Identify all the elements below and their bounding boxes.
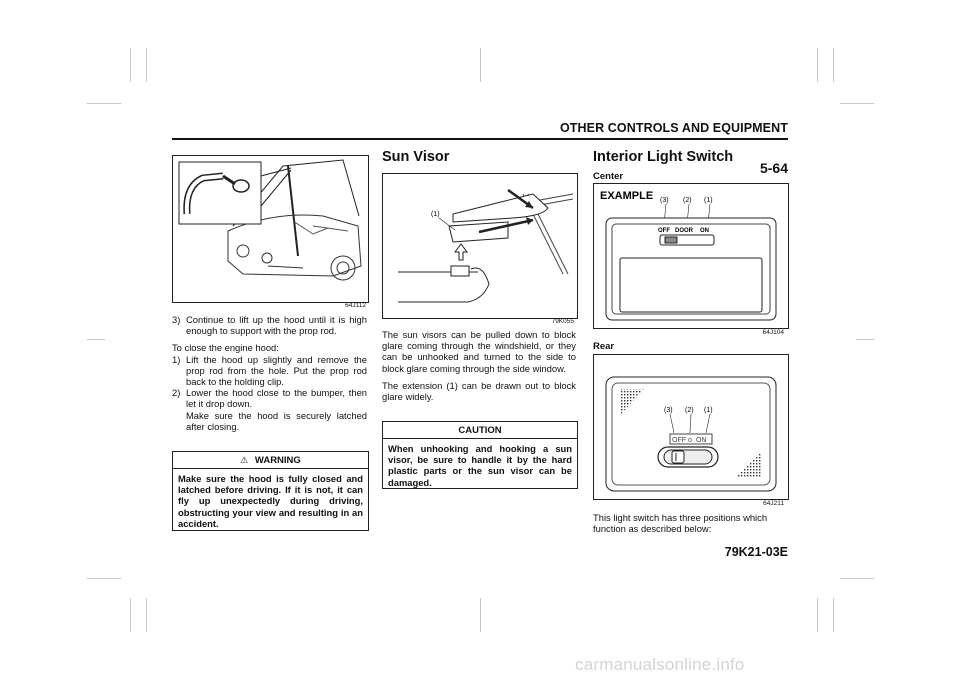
warning-title: WARNING bbox=[254, 455, 301, 466]
switch-label: ON bbox=[696, 437, 707, 444]
switch-label: o bbox=[688, 437, 692, 444]
subheading-center: Center bbox=[593, 171, 624, 182]
figure-code: 64J112 bbox=[345, 302, 366, 309]
position-label: (2) bbox=[683, 197, 692, 204]
watermark: carmanualsonline.info bbox=[575, 655, 745, 674]
paragraph: This light switch has three positions which function as described below: bbox=[593, 512, 768, 535]
section-title: Sun Visor bbox=[382, 149, 450, 165]
center-light-illustration bbox=[594, 184, 788, 328]
hood-illustration bbox=[173, 156, 368, 302]
rear-light-illustration bbox=[594, 355, 788, 499]
header-rule bbox=[172, 138, 788, 140]
crop-mark bbox=[840, 578, 874, 579]
sun-visor-text bbox=[382, 329, 576, 408]
position-label: (1) bbox=[704, 197, 713, 204]
document-code: 79K21-03E bbox=[724, 545, 788, 559]
switch-label: OFF bbox=[658, 228, 670, 234]
sun-visor-illustration bbox=[383, 174, 577, 318]
crop-mark bbox=[130, 598, 131, 632]
hood-text bbox=[172, 314, 367, 432]
position-label: (3) bbox=[664, 407, 673, 414]
crop-mark bbox=[130, 48, 131, 82]
position-label: (1) bbox=[704, 407, 713, 414]
figure-code: 64J211 bbox=[763, 500, 784, 507]
page-number: 5-64 bbox=[759, 160, 788, 176]
close-intro: To close the engine hood: bbox=[172, 342, 279, 354]
crop-mark bbox=[480, 48, 481, 82]
warning-text: Make sure the hood is fully closed and latched before driving. If it is not, it can fly up unexpectedly during driving, obstructing your view and resulting in an accident. bbox=[178, 473, 363, 529]
caution-title: CAUTION bbox=[383, 422, 577, 439]
crop-mark bbox=[833, 598, 834, 632]
figure-code: 79K055 bbox=[551, 318, 574, 325]
light-switch-text bbox=[593, 512, 787, 540]
step-number: 2) bbox=[172, 387, 181, 399]
step-text: Lift the hood up slightly and remove the prop rod from the hole. Put the prop rod back to the holding clip. bbox=[186, 353, 367, 388]
figure-label: (1) bbox=[431, 211, 440, 218]
sun-visor-figure bbox=[382, 173, 578, 319]
crop-mark bbox=[87, 339, 105, 340]
crop-mark bbox=[146, 48, 147, 82]
warning-box bbox=[172, 451, 369, 531]
position-label: (2) bbox=[685, 407, 694, 414]
hood-prop-rod-figure bbox=[172, 155, 369, 303]
crop-mark bbox=[87, 578, 121, 579]
crop-mark bbox=[87, 103, 121, 104]
crop-mark bbox=[817, 48, 818, 82]
step-text-note: Make sure the hood is securely latched after closing. bbox=[186, 409, 367, 432]
paragraph: The sun visors can be pulled down to block glare coming through the windshield, or they can be unhooked and turned to the side to block glare coming through the side window. bbox=[382, 329, 576, 374]
figure-code: 64J104 bbox=[762, 329, 784, 336]
caution-text: When unhooking and hooking a sun visor, be sure to handle it by the hard plastic parts or the sun visor can be damaged. bbox=[388, 443, 572, 488]
subheading-rear: Rear bbox=[593, 341, 615, 352]
example-label: EXAMPLE bbox=[600, 190, 654, 202]
crop-mark bbox=[840, 103, 874, 104]
crop-mark bbox=[833, 48, 834, 82]
crop-mark bbox=[480, 598, 481, 632]
step-text-main: Lower the hood close to the bumper, then let it drop down. bbox=[186, 387, 367, 410]
step-item bbox=[172, 314, 367, 336]
paragraph: The extension (1) can be drawn out to block glare widely. bbox=[382, 379, 576, 403]
crop-mark bbox=[817, 598, 818, 632]
warning-header bbox=[173, 452, 368, 469]
step-number: 1) bbox=[172, 353, 181, 365]
warning-icon: ⚠ bbox=[240, 455, 249, 465]
step-item bbox=[172, 354, 367, 388]
switch-label: OFF bbox=[672, 437, 686, 444]
center-light-figure bbox=[593, 183, 789, 329]
position-label: (3) bbox=[660, 197, 669, 204]
step-text: Continue to lift up the hood until it is high enough to support with the prop rod. bbox=[186, 314, 367, 337]
crop-mark bbox=[856, 339, 874, 340]
crop-mark bbox=[146, 598, 147, 632]
header-title: OTHER CONTROLS AND EQUIPMENT bbox=[559, 121, 788, 135]
section-title: Interior Light Switch bbox=[593, 149, 734, 165]
switch-label: DOOR bbox=[675, 228, 693, 234]
switch-label: ON bbox=[700, 228, 709, 234]
step-number: 3) bbox=[172, 314, 181, 325]
step-text bbox=[186, 387, 367, 432]
caution-box bbox=[382, 421, 578, 489]
step-item bbox=[172, 387, 367, 432]
rear-light-figure bbox=[593, 354, 789, 500]
